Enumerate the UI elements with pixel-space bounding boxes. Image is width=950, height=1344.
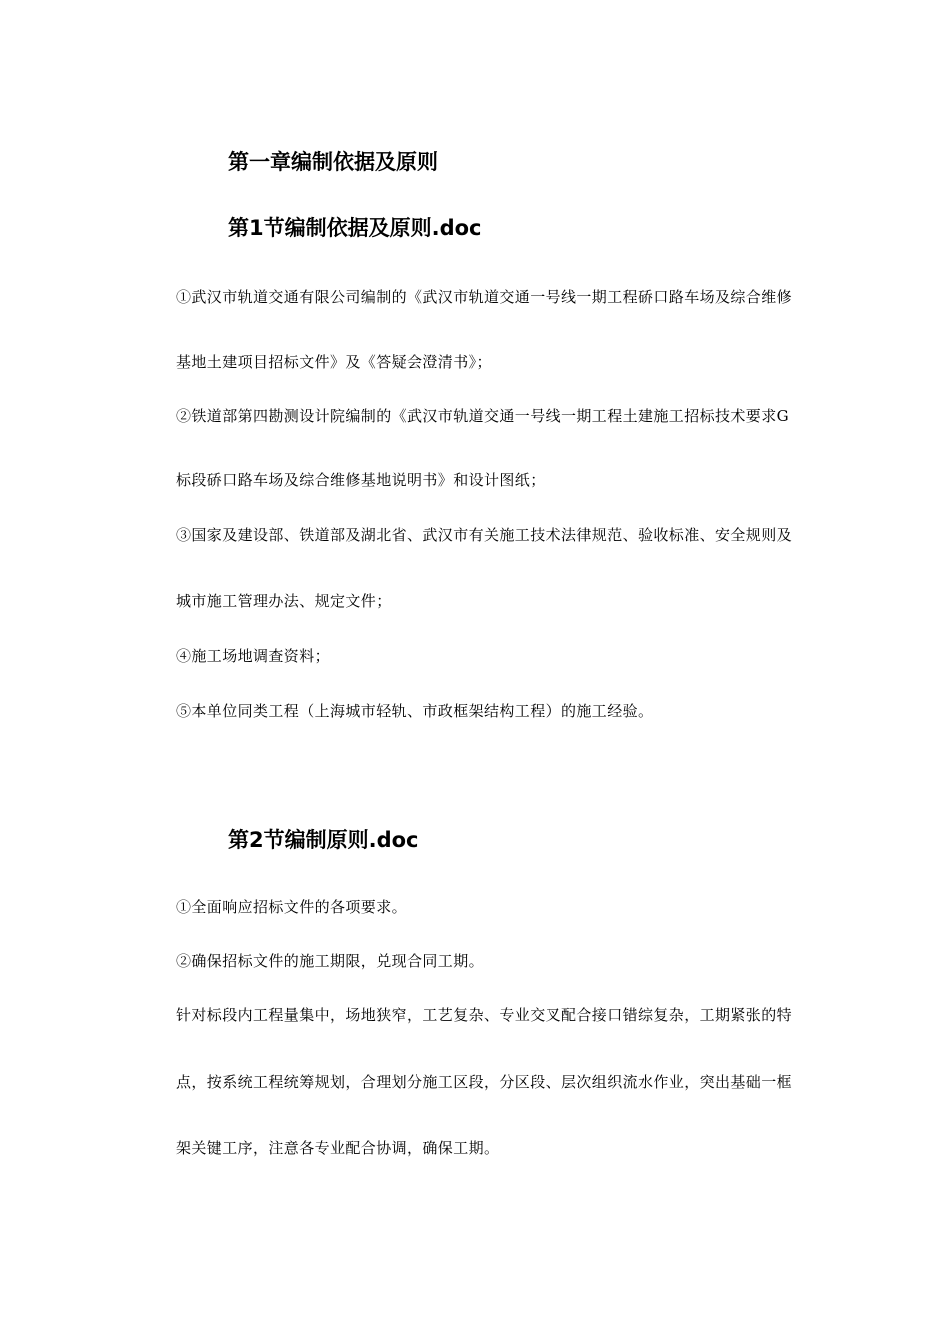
chapter-title: 第一章编制依据及原则 — [228, 150, 438, 174]
section1-line-2: 基地土建项目招标文件》及《答疑会澄清书》； — [176, 353, 492, 371]
section2-line-2: ②确保招标文件的施工期限，兑现合同工期。 — [176, 952, 485, 970]
section1-line-4: 标段硚口路车场及综合维修基地说明书》和设计图纸； — [176, 471, 546, 489]
section1-line-5: ③国家及建设部、铁道部及湖北省、武汉市有关施工技术法律规范、验收标准、安全规则及 — [176, 526, 793, 544]
section1-line-1: ①武汉市轨道交通有限公司编制的《武汉市轨道交通一号线一期工程硚口路车场及综合维修 — [176, 288, 793, 306]
section2-line-4: 点，按系统工程统筹规划，合理划分施工区段，分区段、层次组织流水作业，突出基础一框 — [176, 1073, 793, 1091]
section2-line-1: ①全面响应招标文件的各项要求。 — [176, 898, 408, 916]
section2-line-3: 针对标段内工程量集中，场地狭窄，工艺复杂、专业交叉配合接口错综复杂，工期紧张的特 — [176, 1006, 793, 1024]
section1-line-8: ⑤本单位同类工程（上海城市轻轨、市政框架结构工程）的施工经验。 — [176, 702, 654, 720]
section1-line-3: ②铁道部第四勘测设计院编制的《武汉市轨道交通一号线一期工程土建施工招标技术要求G — [176, 407, 789, 425]
section2-title: 第2节编制原则.doc — [228, 828, 419, 852]
section1-line-7: ④施工场地调查资料； — [176, 647, 331, 665]
section1-line-6: 城市施工管理办法、规定文件； — [176, 592, 392, 610]
section2-line-5: 架关键工序，注意各专业配合协调，确保工期。 — [176, 1139, 500, 1157]
section1-title: 第1节编制依据及原则.doc — [228, 216, 482, 240]
